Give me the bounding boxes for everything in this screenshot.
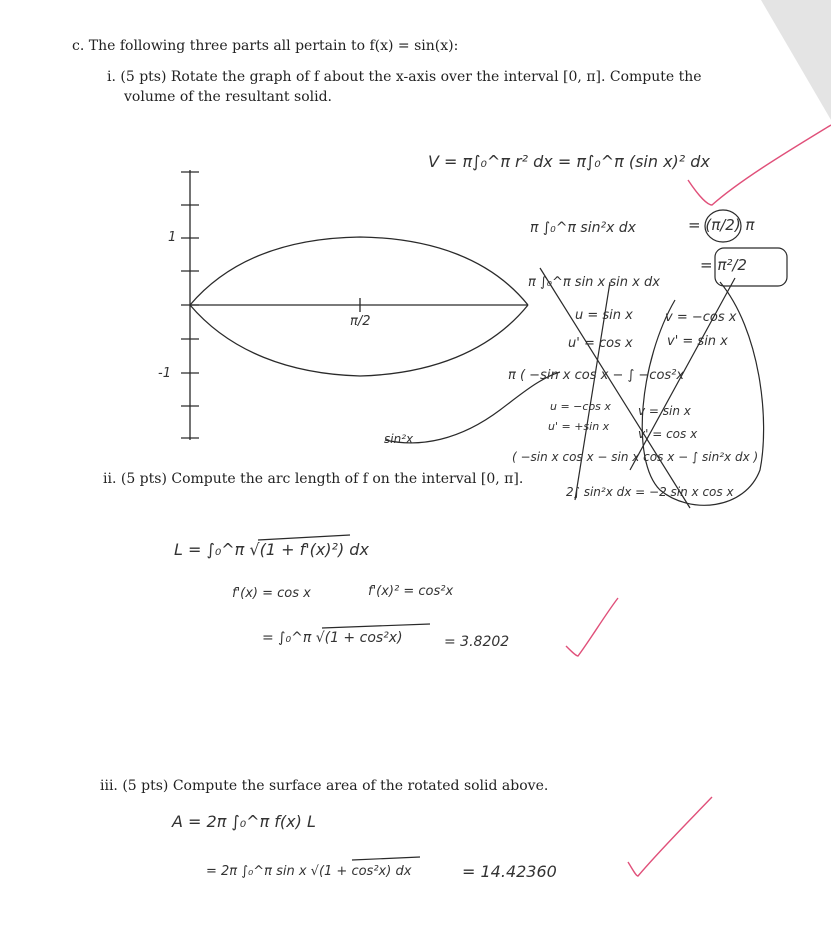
crossout-line-1 [540, 268, 690, 508]
work-step3: ( −sin x cos x − sin x cos x − ∫ sin²x dx ) [512, 450, 759, 464]
work-du-b: u' = +sin x [548, 420, 610, 433]
arc-length-derivative: f'(x) = cos x [232, 586, 311, 601]
work-step4: 2∫ sin²x dx = −2 sin x cos x [566, 485, 734, 499]
part-c-heading: c. The following three parts all pertain to f(x) = sin(x): [72, 38, 459, 54]
part-i-question-line1: i. (5 pts) Rotate the graph of f about the x-axis over the interval [0, π]. Compute the [107, 69, 702, 85]
work-step1: π ∫₀^π sin²x dx [530, 220, 636, 236]
work-step2: π ( −sin x cos x − ∫ −cos²x [508, 368, 685, 383]
checkmark-part-iii [628, 797, 712, 876]
work-du-a: u' = cos x [568, 336, 633, 351]
graph-label-pos-one: 1 [168, 230, 177, 245]
work-final-answer: = π²/2 [700, 256, 747, 274]
work-v-b: v = sin x [638, 404, 691, 418]
work-u-b: u = −cos x [550, 400, 611, 413]
surface-area-result: = 14.42360 [462, 862, 557, 881]
part-ii-question: ii. (5 pts) Compute the arc length of f on the interval [0, π]. [103, 471, 524, 487]
graph-label-neg-one: -1 [158, 366, 171, 381]
work-scribble: sin²x [384, 432, 414, 446]
arc-length-derivative-squared: f'(x)² = cos²x [368, 584, 454, 599]
part-i-question-line2: volume of the resultant solid. [124, 89, 332, 105]
work-volume-formula: V = π∫₀^π r² dx = π∫₀^π (sin x)² dx [428, 152, 710, 171]
work-v-a: v = −cos x [665, 310, 737, 325]
part-iii-question: iii. (5 pts) Compute the surface area of the rotated solid above. [100, 778, 549, 794]
work-dv-a: v' = sin x [667, 334, 728, 349]
arc-length-formula: L = ∫₀^π √(1 + f'(x)²) dx [174, 540, 369, 559]
arc-length-result: = 3.8202 [444, 634, 510, 650]
surface-area-integral: = 2π ∫₀^π sin x √(1 + cos²x) dx [206, 864, 412, 879]
work-dv-b: v' = cos x [638, 427, 698, 441]
work-by-parts-setup: π ∫₀^π sin x sin x dx [528, 275, 660, 290]
graph-label-half-pi: π/2 [350, 314, 371, 329]
arc-length-integral: = ∫₀^π √(1 + cos²x) [262, 630, 403, 646]
work-u-a: u = sin x [575, 308, 633, 323]
work-step1-result: = (π/2) π [688, 216, 755, 234]
graph-upper-curve [190, 237, 528, 305]
grade-marks [566, 125, 831, 876]
surface-area-formula: A = 2π ∫₀^π f(x) L [172, 812, 316, 831]
checkmark-part-ii [566, 598, 618, 656]
